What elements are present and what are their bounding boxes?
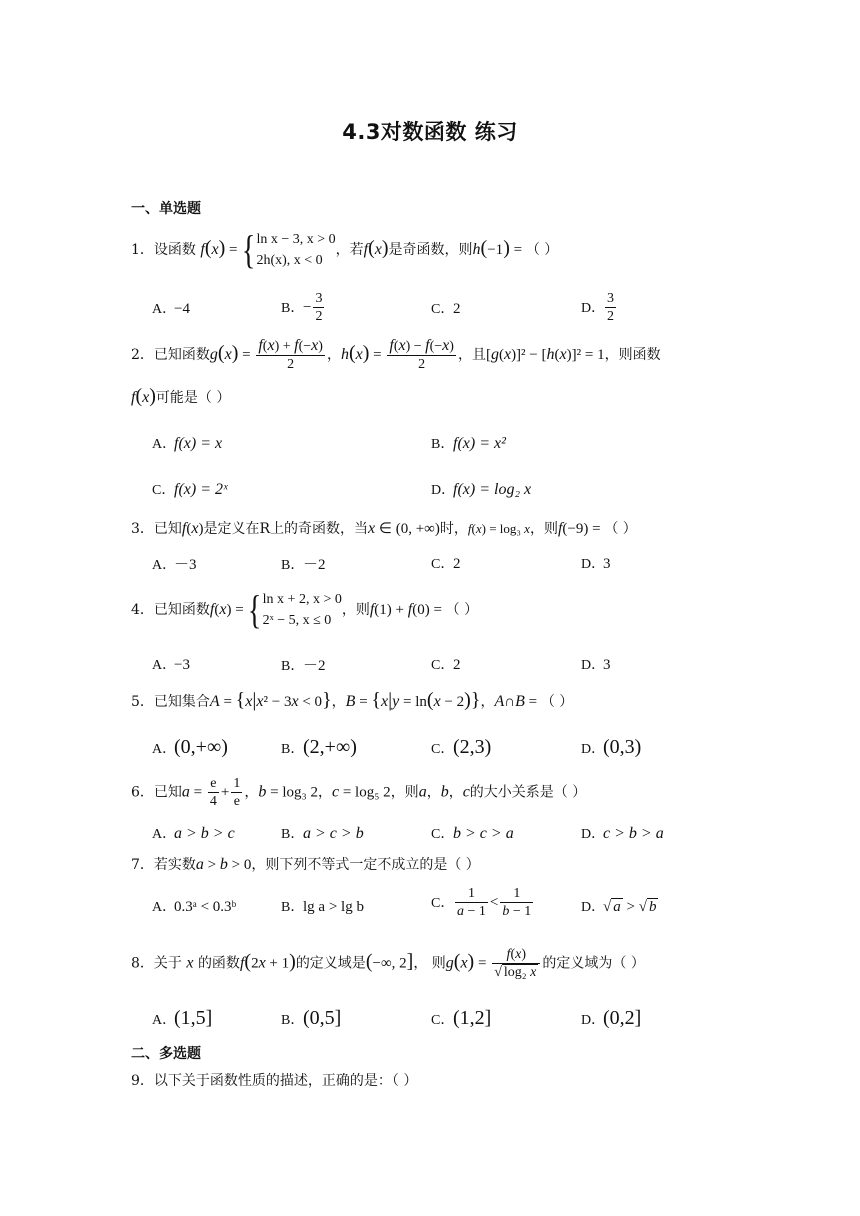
q6-option-a: A．a > b > c <box>152 825 235 842</box>
q7-option-a: A．0.3ᵃ < 0.3ᵇ <box>152 899 237 915</box>
q7-option-c: C． $\frac{1}{a - 1}$ < $\frac{1}{b - 1}$ <box>431 886 532 919</box>
q5-option-d: D．(0,3) <box>581 736 642 758</box>
q5-option-b: B．(2,+∞) <box>281 736 357 758</box>
q4-option-d: D．3 <box>581 657 611 673</box>
q6-option-c: C．b > c > a <box>431 825 514 842</box>
q7-option-d: D．√ a > √ b <box>581 899 657 915</box>
question-8: 8．关于 x 的函数f(2x + 1)的定义域是(−∞, 2]， 则g(x) = $\frac{f(x)}{\text{√ log₂ x}}$ 的定义域为（ ） <box>131 947 645 980</box>
section-multiple-choice: 二、多选题 <box>131 1046 201 1062</box>
q8-option-b: B．(0,5] <box>281 1007 342 1029</box>
q2-option-b: B．f(x) = x² <box>431 435 506 452</box>
page-title: 4.3对数函数 练习 <box>342 120 518 144</box>
question-2: 2．已知函数g(x) = $\frac{f(x) + f(-x)}{2}$ ，h(x) = $\frac{f(x) - f(-x)}{2}$ ，且[g(x)]² − [h(x)]² = 1，则函数 <box>131 337 661 372</box>
q6-option-d: D．c > b > a <box>581 825 664 842</box>
q5-option-a: A．(0,+∞) <box>152 736 228 758</box>
question-4: 4．已知函数f(x) = {ln x + 2, x > 0 2ˣ − 5, x ≤ 0，则f(1) + f(0) = （ ） <box>131 587 479 632</box>
q7-option-b: B．lg a > lg b <box>281 899 364 915</box>
q1-option-a: A．−4 <box>152 301 190 317</box>
q8-option-c: C．(1,2] <box>431 1007 492 1029</box>
question-1: 1．设函数 f(x) = {ln x − 3, x > 0 2h(x), x < 0，若f(x)是奇函数，则h(−1) = （ ） <box>131 227 559 272</box>
section-single-choice: 一、单选题 <box>131 201 201 217</box>
q3-option-b: B．－2 <box>281 557 326 573</box>
q3-option-c: C．2 <box>431 556 461 572</box>
q2-option-a: A．f(x) = x <box>152 435 223 452</box>
q2-option-c: C．f(x) = 2ˣ <box>152 481 228 498</box>
q4-option-a: A．−3 <box>152 657 190 673</box>
q2-option-d: D．f(x) = log₂ x <box>431 481 532 498</box>
question-9: 9．以下关于函数性质的描述，正确的是：（ ） <box>131 1073 418 1089</box>
q1-option-d: D． $\frac{3}{2}$ <box>581 291 614 324</box>
q1-option-c: C．2 <box>431 301 461 317</box>
question-6: 6．已知a = $\frac{e}{4}$ + $\frac{1}{e}$ ，b = log₃ 2，c = log₅ 2，则a，b，c的大小关系是（ ） <box>131 776 587 809</box>
q3-option-d: D．3 <box>581 556 611 572</box>
q1-option-b: B．− $\frac{3}{2}$ <box>281 291 323 324</box>
q8-option-d: D．(0,2] <box>581 1007 642 1029</box>
q8-option-a: A．(1,5] <box>152 1007 213 1029</box>
q5-option-c: C．(2,3) <box>431 736 492 758</box>
q3-option-a: A．－3 <box>152 557 197 573</box>
q6-option-b: B．a > c > b <box>281 825 364 842</box>
question-5: 5．已知集合A = {x|x² − 3x < 0}，B = {x|y = ln(x − 2)}，A∩B = （ ） <box>131 689 574 711</box>
q4-option-c: C．2 <box>431 657 461 673</box>
question-2-line-2: f(x)可能是（ ） <box>131 385 231 407</box>
question-3: 3．已知f(x)是定义在R上的奇函数，当x ∈ (0, +∞)时，f(x) = log₃ x，则f(−9) = （ ） <box>131 520 637 537</box>
q4-option-b: B．－2 <box>281 658 326 674</box>
question-7: 7．若实数a > b > 0，则下列不等式一定不成立的是（ ） <box>131 856 480 873</box>
